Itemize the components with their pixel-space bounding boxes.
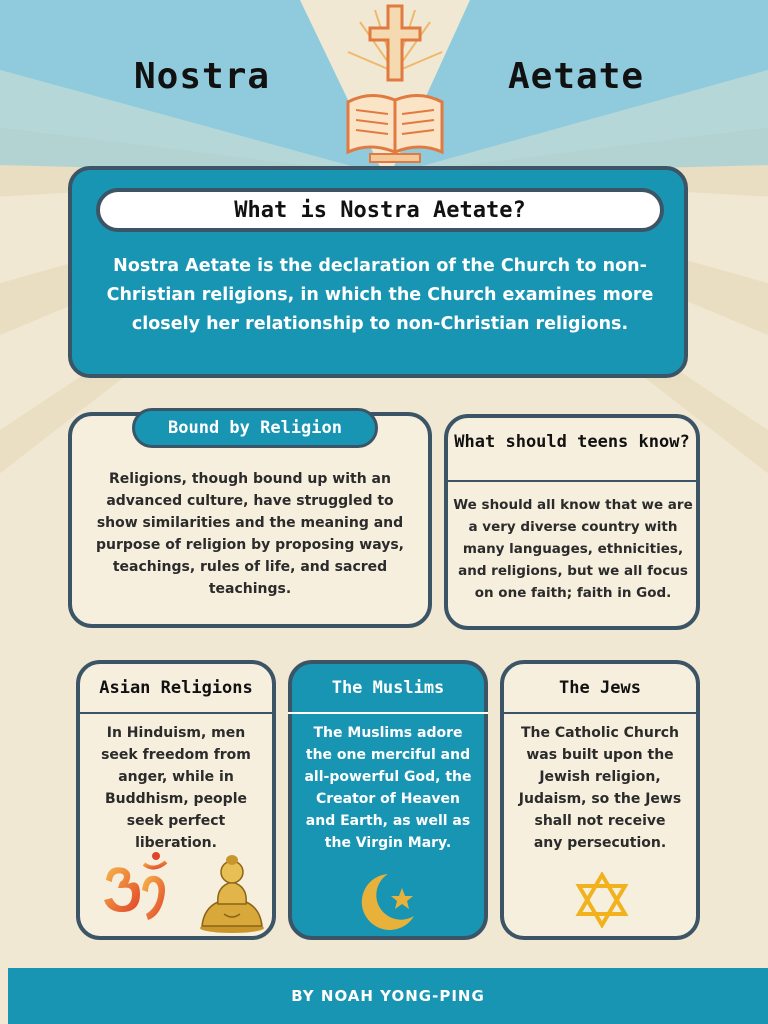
muslims-card [288,660,488,940]
asian-divider [76,712,276,714]
asian-body: In Hinduism, men seek freedom from anger, while in Buddhism, people seek perfect liberation. [101,725,251,851]
title-aetate: Aetate [508,56,645,97]
teens-body: We should all know that we are a very diverse country with many languages, ethnicities, and religions, but we all focus on one faith; faith in God. [453,497,693,601]
jews-card [500,660,700,940]
asian-heading: Asian Religions [99,678,253,698]
crescent-star-icon [358,870,422,934]
jews-divider [500,712,700,714]
muslims-divider [288,712,488,714]
teens-card [444,414,700,630]
cross-bible-icon [340,2,450,164]
bound-heading: Bound by Religion [132,408,378,448]
intro-body: Nostra Aetate is the declaration of the Church to non-Christian religions, in which the Church examines more closely her relationship to non-Christian religions. [106,256,654,334]
intro-panel [68,166,688,378]
om-icon [94,850,174,930]
bound-body: Religions, though bound up with an advanced culture, have struggled to show similarities and the meaning and purpose of religion by proposing ways, teachings, rules of life, and sacred teachings. [95,471,405,597]
muslims-heading: The Muslims [331,678,445,698]
footer-byline: BY NOAH YONG-PING [8,968,768,1024]
bound-card [68,412,432,628]
asian-card [76,660,276,940]
star-of-david-icon [574,872,630,928]
title-nostra: Nostra [134,56,271,97]
jews-body: The Catholic Church was built upon the Jewish religion, Judaism, so the Jews shall not receive any persecution. [518,725,682,851]
jews-heading: The Jews [559,678,641,698]
teens-heading: What should teens know? [454,432,690,452]
muslims-body: The Muslims adore the one merciful and all-powerful God, the Creator of Heaven and Earth, as well as the Virgin Mary. [304,725,472,851]
intro-heading: What is Nostra Aetate? [96,188,664,232]
buddha-icon [198,850,266,934]
teens-divider [444,480,700,482]
